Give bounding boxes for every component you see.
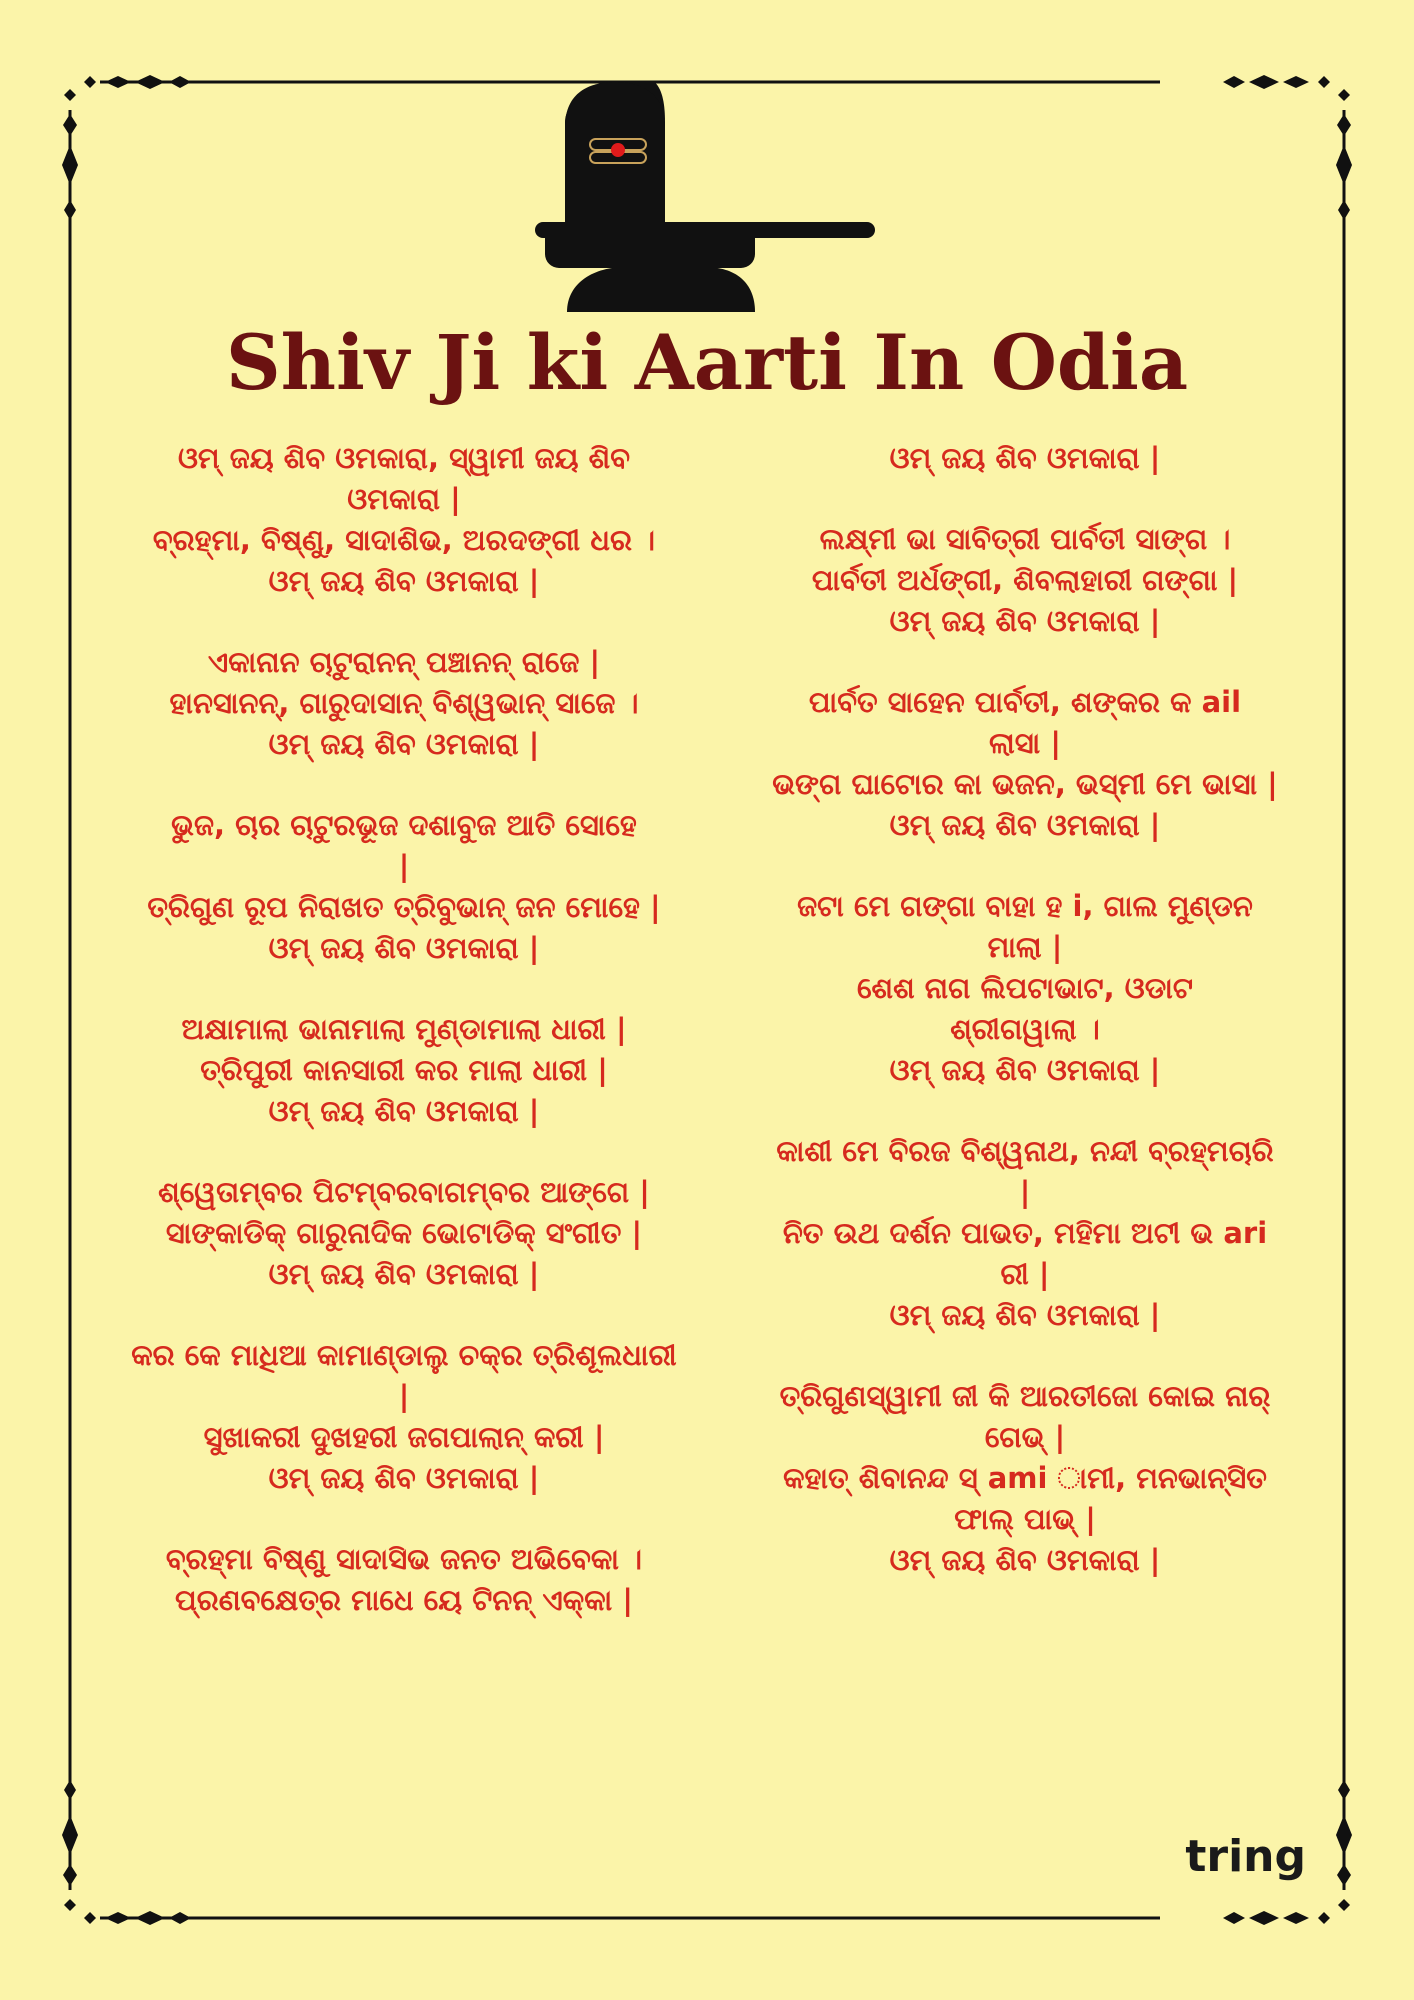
verse-line: ତ୍ରିପୁରୀ କାନସାରୀ କର ମାଲା ଧାରୀ | [200, 1053, 608, 1087]
verse-line: ସୁଖାକରୀ ଦୁଖହରୀ ଜଗପାଲାନ୍ କରୀ | [203, 1420, 605, 1454]
border-diamond [1338, 1780, 1350, 1800]
page-title: Shiv Ji ki Aarti In Odia [225, 318, 1189, 407]
border-diamond [84, 76, 96, 88]
verse-line: ଫାଲ୍ ପାଭ୍ | [954, 1502, 1096, 1536]
verse-line: ପାର୍ବତ ସାହେନ ପାର୍ବତୀ, ଶଙ୍କର କ ail [808, 685, 1242, 719]
border-diamond [1336, 145, 1352, 185]
border-diamond [64, 1899, 76, 1911]
border-diamond [64, 89, 76, 101]
border-diamond [1318, 1912, 1330, 1924]
border-diamond [64, 1780, 76, 1800]
verse-line: ତ୍ରିଗୁଣ ରୂପ ନିରାଖତ ତ୍ରିବୁଭାନ୍ ଜନ ମୋହେ | [147, 890, 661, 924]
border-diamond [135, 75, 165, 89]
verse-line: ଓମ୍ ଜୟ ଶିବ ଓମକାରା, ସ୍ୱାମୀ ଜୟ ଶିବ [177, 441, 631, 475]
left-column [108, 438, 700, 1661]
border-diamond [1337, 114, 1351, 136]
verse-line: ଓମ୍ ଜୟ ଶିବ ଓମକାରା | [889, 1543, 1161, 1577]
verse-line: ଓମ୍ ଜୟ ଶିବ ଓମକାରା | [268, 727, 540, 761]
border-diamond [1338, 89, 1350, 101]
verse-line: ତ୍ରିଗୁଣସ୍ୱାମୀ ଜୀ କି ଆରତୀଜୋ କୋଇ ନାର୍ [779, 1379, 1271, 1413]
verse-line: କାଶୀ ମେ ବିରଜ ବିଶ୍ୱନାଥ, ନନ୍ଦୀ ବ୍ରହ୍ମଚାରି [776, 1134, 1274, 1168]
verse-line: | [1019, 1175, 1031, 1209]
stanza [108, 1009, 700, 1132]
shivling-icon [505, 82, 875, 317]
verse-line: ଗେଭ୍ | [984, 1420, 1066, 1454]
verse-line: ଲାସା | [989, 726, 1061, 760]
border-diamond [135, 1911, 165, 1925]
border-diamond [105, 76, 131, 88]
verse-line: ଓମ୍ ଜୟ ଶିବ ଓମକାରା | [889, 604, 1161, 638]
verse-line: ବ୍ରହ୍ମା, ବିଷ୍ଣୁ, ସାଦାଶିଭ, ଅରଦଙ୍ଗୀ ଧର । [152, 523, 656, 557]
verse-line: ଓମ୍ ଜୟ ଶିବ ଓମକାରା | [268, 1094, 540, 1128]
stanza [108, 438, 700, 602]
verse-line: ହାନସାନନ୍, ଗାରୁଦାସାନ୍ ବିଶ୍ୱଭାନ୍ ସାଜେ । [169, 686, 639, 720]
border-diamond [1337, 1864, 1351, 1886]
verse-line: | [398, 1379, 410, 1413]
border-diamond [1338, 200, 1350, 220]
border-diamond [1283, 76, 1309, 88]
verse-line: କହାତ୍ ଶିବାନନ୍ଦ ସ୍ ami ାମୀ, ମନଭାନ୍ସିତ [783, 1461, 1267, 1495]
stanza [730, 682, 1320, 846]
verse-line: ଓମ୍ ଜୟ ଶିବ ଓମକାରା | [268, 1257, 540, 1291]
stanza [108, 1335, 700, 1499]
border-diamond [1318, 76, 1330, 88]
border-diamond [1249, 1911, 1279, 1925]
verse-line: ଓମ୍ ଜୟ ଶିବ ଓମକାରା | [268, 931, 540, 965]
stanza [730, 438, 1320, 479]
verse-line: ଶ୍ରୀଗୱାଲା । [950, 1012, 1100, 1046]
stanza [108, 1539, 700, 1621]
verse-line: ଜଟା ମେ ଗଙ୍ଗା ବାହା ହ i, ଗାଲ ମୁଣ୍ଡନ [797, 889, 1253, 923]
verse-line: ସାଙ୍କାଡିକ୍ ଗାରୁନାଦିକ ଭୋଟାଡିକ୍ ସଂଗୀତ | [165, 1216, 643, 1250]
verse-line: ଲକ୍ଷ୍ମୀ ଭା ସାବିତ୍ରୀ ପାର୍ବତୀ ସାଙ୍ଗ । [819, 522, 1231, 556]
verse-line: | [398, 849, 410, 883]
verse-line: ଓମ୍ ଜୟ ଶିବ ଓମକାରା | [268, 564, 540, 598]
verse-line: ଅକ୍ଷାମାଲା ଭାନାମାଲା ମୁଣ୍ଡାମାଲା ଧାରୀ | [181, 1012, 627, 1046]
verse-line: କର କେ ମାଧିଆ କାମାଣ୍ଡାଲୁ ଚକ୍ର ତ୍ରିଶୂଲଧାରୀ [131, 1338, 677, 1372]
stanza [730, 1376, 1320, 1581]
stanza [108, 642, 700, 765]
border-diamond [1249, 75, 1279, 89]
stanza [730, 1131, 1320, 1336]
verse-line: ଶେଶ ନାଗ ଲିପଟାଭାଟ, ଓଡାଟ [857, 971, 1193, 1005]
border-diamond [62, 145, 78, 185]
verse-line: ରୀ | [1000, 1257, 1050, 1291]
stanza [108, 1172, 700, 1295]
right-column [730, 438, 1320, 1621]
verse-line: ଓମ୍ ଜୟ ଶିବ ଓମକାରା | [268, 1461, 540, 1495]
verse-line: ଏକାନାନ ଚାଟୁରାନନ୍ ପଞ୍ଚାନନ୍ ରାଜେ | [207, 645, 601, 679]
border-diamond [1336, 1815, 1352, 1855]
verse-line: ଭଙ୍ଗ ଘାଟୋର କା ଭଜନ, ଭସ୍ମୀ ମେ ଭାସା | [772, 767, 1278, 801]
border-diamond [84, 1912, 96, 1924]
stanza [730, 519, 1320, 642]
brand-logo: tring [1185, 1831, 1306, 1882]
verse-line: ଓମକାରା | [347, 482, 461, 516]
border-diamond [1223, 1912, 1245, 1924]
border-diamond [62, 1815, 78, 1855]
border-diamond [169, 76, 191, 88]
verse-line: ଓମ୍ ଜୟ ଶିବ ଓମକାରା | [889, 1053, 1161, 1087]
stanza [108, 805, 700, 969]
verse-line: ଓମ୍ ଜୟ ଶିବ ଓମକାରା | [889, 808, 1161, 842]
verse-line: ଓମ୍ ଜୟ ଶିବ ଓମକାରା | [889, 441, 1161, 475]
verse-line: ବ୍ରହ୍ମା ବିଷ୍ଣୁ ସାଦାସିଭ ଜନତ ଅଭିବେକା । [165, 1542, 643, 1576]
verse-line: ପ୍ରଣବକ୍ଷେତ୍ର ମାଧେ ୟେ ଟିନନ୍ ଏକ୍କା | [175, 1583, 633, 1617]
stanza [730, 886, 1320, 1091]
border-diamond [105, 1912, 131, 1924]
border-diamond [63, 1864, 77, 1886]
verse-line: ଭୁଜ, ଚାର ଚାଟୁରଭୂଜ ଦଶାବୁଜ ଆତି ସୋହେ [171, 808, 637, 842]
border-diamond [1338, 1899, 1350, 1911]
verse-line: ପାର୍ବତୀ ଅର୍ଧଙ୍ଗୀ, ଶିବଲାହାରୀ ଗଙ୍ଗା | [811, 563, 1239, 597]
border-diamond [64, 200, 76, 220]
verse-line: ନିତ ଉଥ ଦର୍ଶନ ପାଭତ, ମହିମା ଅଟୀ ଭ ari [782, 1216, 1268, 1250]
border-diamond [1283, 1912, 1309, 1924]
verse-line: ଓମ୍ ଜୟ ଶିବ ଓମକାରା | [889, 1298, 1161, 1332]
verse-line: ମାଲା | [987, 930, 1063, 964]
border-diamond [169, 1912, 191, 1924]
border-diamond [1223, 76, 1245, 88]
verse-line: ଶ୍ୱେତାମ୍ବର ପିଟମ୍ବରବାଗମ୍ବର ଆଙ୍ଗେ | [158, 1175, 650, 1209]
border-diamond [63, 114, 77, 136]
